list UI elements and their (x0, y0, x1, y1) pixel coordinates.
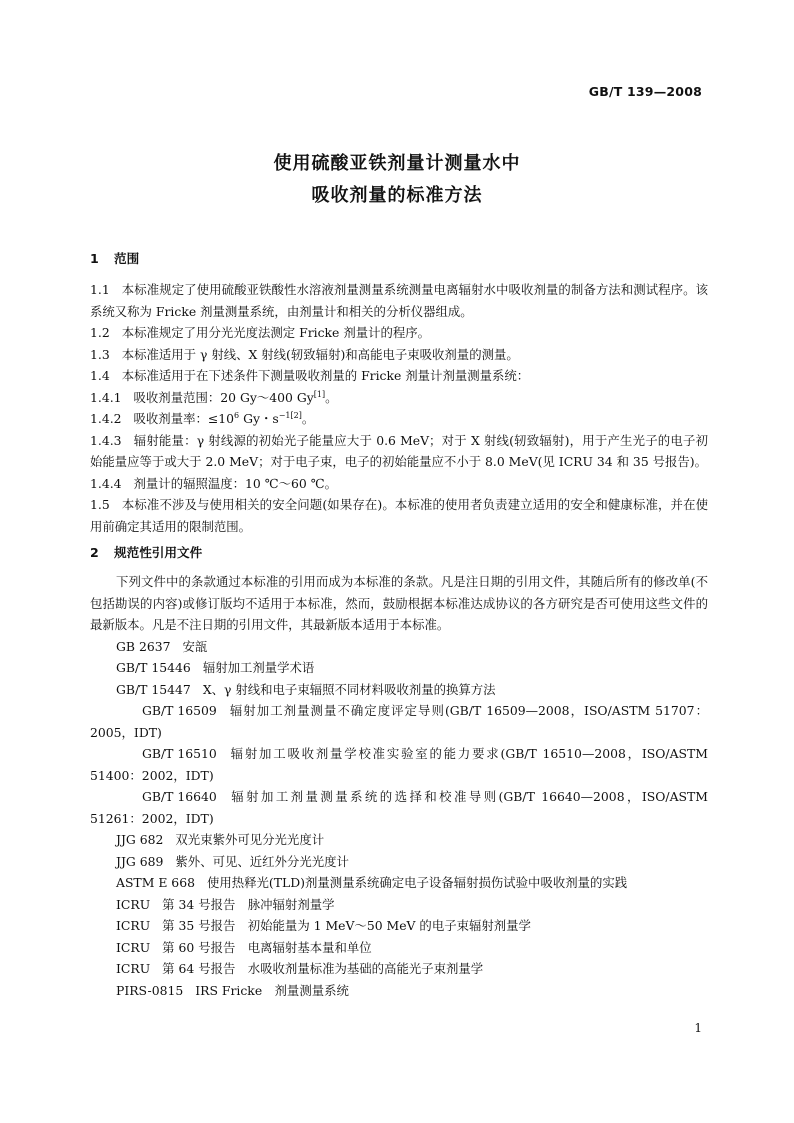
standard-code: GB/T 139—2008 (588, 84, 702, 99)
page-number: 1 (694, 1021, 702, 1035)
reference-code: GB/T 15446 (116, 660, 191, 675)
reference-code: GB/T 16509 (142, 703, 217, 718)
reference-item (90, 958, 708, 980)
reference-title: 使用热释光(TLD)剂量测量系统确定电子设备辐射损伤试验中吸收剂量的实践 (206, 875, 628, 890)
clause-number: 1.4.4 (90, 475, 122, 491)
clause-1-2 (90, 322, 708, 344)
clause-text: 本标准适用于 γ 射线、X 射线(轫致辐射)和高能电子束吸收剂量的测量。 (121, 346, 519, 362)
reference-title: 安瓿 (182, 638, 208, 654)
reference-code: ICRU (116, 896, 151, 912)
reference-item (90, 743, 708, 786)
reference-title: 第 60 号报告 电离辐射基本量和单位 (162, 939, 372, 955)
title-line-1: 使用硫酸亚铁剂量计测量水中 (273, 153, 521, 174)
clause-number: 1.4.3 (90, 432, 122, 448)
clause-text: 剂量计的辐照温度：10 ℃～60 ℃。 (133, 475, 337, 491)
citation-superscript: [1] (313, 389, 326, 399)
reference-title: 双光束紫外可见分光光度计 (175, 832, 325, 847)
clause-text: 本标准不涉及与使用相关的安全问题(如果存在)。本标准的使用者负责建立适用的安全和健康标准，并在使用前确定其适用的限制范围。 (90, 497, 708, 534)
document-title (0, 148, 794, 212)
section-number: 2 (90, 545, 99, 560)
reference-code: ICRU (116, 961, 151, 976)
reference-title: 辐射加工剂量学术语 (202, 660, 315, 675)
reference-title: IRS Fricke 剂量测量系统 (195, 982, 349, 998)
exponent-superscript: 6 (234, 411, 240, 420)
title-line-2: 吸收剂量的标准方法 (311, 185, 483, 206)
reference-code: PIRS-0815 (116, 982, 184, 998)
clause-1-4-1 (90, 387, 708, 409)
reference-code: GB/T 16640 (142, 789, 217, 804)
reference-item (90, 829, 708, 851)
reference-item (90, 679, 708, 701)
section-number: 1 (90, 251, 99, 266)
reference-title: 第 35 号报告 初始能量为 1 MeV～50 MeV 的电子束辐射剂量学 (162, 918, 531, 933)
reference-code: JJG 689 (116, 853, 164, 869)
reference-item (90, 786, 708, 829)
reference-item (90, 915, 708, 937)
reference-code: ASTM E 668 (116, 875, 195, 890)
document-body (90, 249, 708, 1001)
clause-number: 1.4.1 (90, 389, 122, 405)
citation-superscript: −1[2] (278, 411, 302, 420)
clause-1-3 (90, 344, 708, 366)
clause-text: 吸收剂量范围：20 Gy～400 Gy (133, 389, 314, 405)
clause-number: 1.3 (90, 346, 110, 362)
reference-code: ICRU (116, 918, 151, 933)
clause-unit: Gy・s (239, 411, 279, 426)
reference-title: 辐射加工剂量测量系统的选择和校准导则(GB/T 16640—2008，ISO/ASTM 51261：2002，IDT) (90, 789, 708, 826)
reference-item (90, 636, 708, 658)
clause-1-4-2 (90, 408, 708, 430)
reference-code: ICRU (116, 939, 151, 955)
section-2-heading (90, 543, 708, 571)
clause-1-4-3 (90, 430, 708, 473)
reference-item (90, 851, 708, 873)
clause-text: 辐射能量：γ 射线源的初始光子能量应大于 0.6 MeV；对于 X 射线(轫致辐射)，用于产生光子的电子初始能量应等于或大于 2.0 MeV；对于电子束，电子的初始能量应不小于 8.0 MeV(见 ICRU 34 和 35 号报告)。 (90, 432, 708, 469)
clause-text: 本标准规定了用分光光度法测定 Fricke 剂量计的程序。 (121, 325, 431, 340)
clause-text: 本标准适用于在下述条件下测量吸收剂量的 Fricke 剂量计剂量测量系统： (121, 368, 530, 383)
reference-item (90, 657, 708, 679)
clause-1-4 (90, 365, 708, 387)
clause-text: 吸收剂量率：≤10 (133, 411, 235, 426)
clause-number: 1.4 (90, 368, 110, 383)
clause-tail: 。 (301, 411, 315, 426)
reference-code: JJG 682 (116, 832, 164, 847)
clause-1-1 (90, 279, 708, 322)
clause-text: 本标准规定了使用硫酸亚铁酸性水溶液剂量测量系统测量电离辐射水中吸收剂量的制备方法和测试程序。该系统又称为 Fricke 剂量测量系统，由剂量计和相关的分析仪器组成。 (90, 282, 708, 319)
reference-item (90, 937, 708, 959)
reference-title: 第 34 号报告 脉冲辐射剂量学 (162, 896, 335, 912)
clause-number: 1.2 (90, 325, 110, 340)
reference-title: 第 64 号报告 水吸收剂量标准为基础的高能光子束剂量学 (162, 961, 484, 976)
reference-title: 紫外、可见、近红外分光光度计 (175, 853, 349, 869)
reference-item (90, 700, 708, 743)
section-2-intro: 下列文件中的条款通过本标准的引用而成为本标准的条款。凡是注日期的引用文件，其随后所有的修改单(不包括勘误的内容)或修订版均不适用于本标准，然而，鼓励根据本标准达成协议的各方研究是否可使用这些文件的最新版本。凡是不注日期的引用文件，其最新版本适用于本标准。 (90, 574, 708, 632)
reference-code: GB/T 15447 (116, 681, 191, 697)
section-title: 规范性引用文件 (114, 545, 203, 560)
reference-item (90, 872, 708, 894)
clause-number: 1.5 (90, 497, 110, 512)
reference-title: 辐射加工剂量测量不确定度评定导则(GB/T 16509—2008，ISO/ASTM 51707：2005，IDT) (90, 703, 708, 740)
reference-code: GB 2637 (116, 638, 171, 654)
section-1-heading (90, 249, 708, 279)
clause-tail: 。 (325, 389, 338, 405)
reference-title: 辐射加工吸收剂量学校准实验室的能力要求(GB/T 16510—2008，ISO/ASTM 51400：2002，IDT) (90, 746, 708, 783)
reference-item (90, 894, 708, 916)
clause-number: 1.1 (90, 282, 110, 297)
section-title: 范围 (114, 251, 140, 266)
reference-code: GB/T 16510 (142, 746, 217, 761)
clause-1-4-4 (90, 473, 708, 495)
clause-1-5 (90, 494, 708, 537)
clause-number: 1.4.2 (90, 411, 122, 426)
reference-title: X、γ 射线和电子束辐照不同材料吸收剂量的换算方法 (202, 681, 496, 697)
reference-item (90, 980, 708, 1002)
